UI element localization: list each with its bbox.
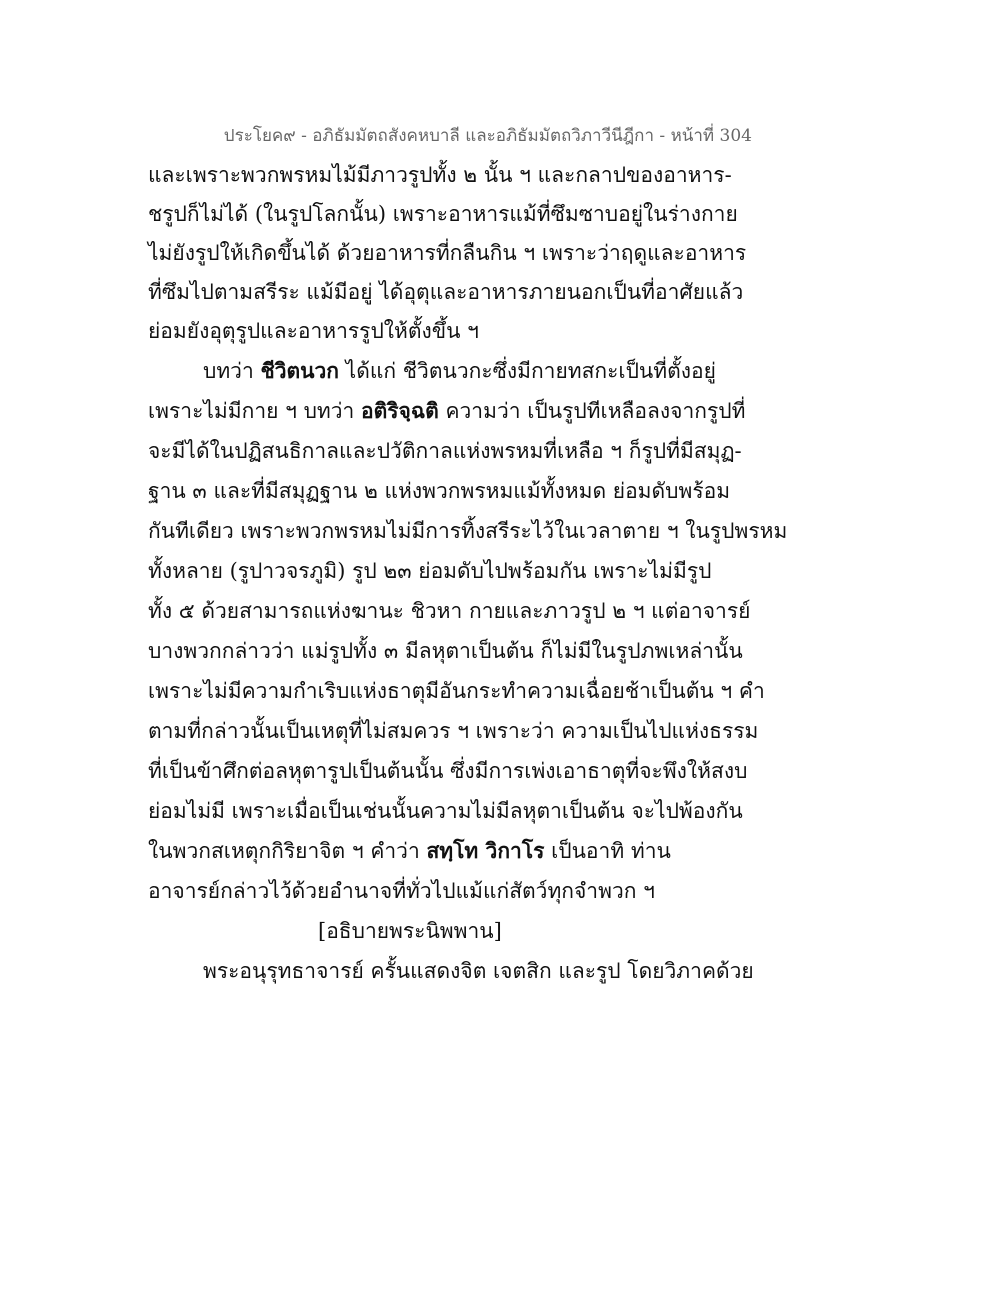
text-line xyxy=(148,556,711,586)
text-line xyxy=(148,436,742,466)
text-span: ย่อมไม่มี เพราะเมื่อเป็นเช่นนั้นความไม่มีลหุตาเป็นต้น จะไปพ้องกัน xyxy=(148,799,743,823)
text-span: ย่อมยังอุตุรูปและอาหารรูปให้ตั้งขึ้น ฯ xyxy=(148,319,479,343)
text-line xyxy=(148,836,671,866)
text-line xyxy=(148,396,745,426)
text-line xyxy=(148,476,730,506)
text-span: บางพวกกล่าวว่า แม่รูปทั้ง ๓ มีลหุตาเป็นต้น ก็ไม่มีในรูปภพเหล่านั้น xyxy=(148,639,743,663)
bold-term: ชีวิตนวก xyxy=(260,358,339,383)
bold-term: สทฺโท วิกาโร xyxy=(426,838,545,863)
text-line xyxy=(148,876,655,906)
text-span: ชรูปก็ไม่ได้ (ในรูปโลกนั้น) เพราะอาหารแม้ที่ซึมซาบอยู่ในร่างกาย xyxy=(148,202,738,226)
text-span: ตามที่กล่าวนั้นเป็นเหตุที่ไม่สมควร ฯ เพราะว่า ความเป็นไปแห่งธรรม xyxy=(148,719,759,743)
text-line xyxy=(148,716,758,746)
text-span: ที่ซึมไปตามสรีระ แม้มีอยู่ ได้อุตุและอาหารภายนอกเป็นที่อาศัยแล้ว xyxy=(148,280,744,304)
text-span: บทว่า xyxy=(203,359,261,383)
text-span: พระอนุรุทธาจารย์ ครั้นแสดงจิต เจตสิก และรูป โดยวิภาคด้วย xyxy=(203,959,754,983)
text-span: ไม่ยังรูปให้เกิดขึ้นได้ ด้วยอาหารที่กลืนกิน ฯ เพราะว่าฤดูและอาหาร xyxy=(148,241,747,265)
text-span: เพราะไม่มีกาย ฯ บทว่า xyxy=(148,399,362,423)
bold-term: อติริจฺฉติ xyxy=(361,398,439,423)
text-span: และเพราะพวกพรหมไม้มีภาวรูปทั้ง ๒ นั้น ฯ และกลาปของอาหาร- xyxy=(148,163,732,187)
text-span: อาจารย์กล่าวไว้ด้วยอำนาจที่ทั่วไปแม้แก่สัตว์ทุกจำพวก ฯ xyxy=(148,879,655,903)
text-span: ในพวกสเหตุกกิริยาจิต ฯ คำว่า xyxy=(148,839,427,863)
text-span: ฐาน ๓ และที่มีสมุฏฐาน ๒ แห่งพวกพรหมแม้ทั้งหมด ย่อมดับพร้อม xyxy=(148,479,731,503)
text-span: กันทีเดียว เพราะพวกพรหมไม่มีการทิ้งสรีระไว้ในเวลาตาย ฯ ในรูปพรหม xyxy=(148,519,788,543)
text-span: ทั้งหลาย (รูปาวจรภูมิ) รูป ๒๓ ย่อมดับไปพร้อมกัน เพราะไม่มีรูป xyxy=(148,559,712,583)
text-line xyxy=(148,516,787,546)
text-span: ได้แก่ ชีวิตนวกะซึ่งมีกายทสกะเป็นที่ตั้งอยู่ xyxy=(338,359,716,383)
text-span: ที่เป็นข้าศึกต่อลหุตารูปเป็นต้นนั้น ซึ่งมีการเพ่งเอาธาตุที่จะพึงให้สงบ xyxy=(148,759,748,783)
text-span: [อธิบายพระนิพพาน] xyxy=(318,919,502,943)
text-span: เพราะไม่มีความกำเริบแห่งธาตุมีอันกระทำความเฉื่อยช้าเป็นต้น ฯ คำ xyxy=(148,679,765,703)
text-line xyxy=(148,160,732,190)
text-line xyxy=(148,756,747,786)
text-line xyxy=(148,796,743,826)
text-span: เป็นอาทิ ท่าน xyxy=(544,839,671,863)
section-heading xyxy=(318,916,502,946)
text-span: ทั้ง ๕ ด้วยสามารถแห่งฆานะ ชิวหา กายและภาวรูป ๒ ฯ แต่อาจารย์ xyxy=(148,599,751,623)
text-line xyxy=(148,596,750,626)
text-line xyxy=(148,277,743,307)
page-header: ประโยค๙ - อภิธัมมัตถสังคหบาลี และอภิธัมมัตถวิภาวีนีฎีกา - หน้าที่ 304 xyxy=(223,126,752,146)
text-line xyxy=(148,199,738,229)
text-line xyxy=(203,356,716,386)
text-line xyxy=(203,956,754,986)
text-line xyxy=(148,636,743,666)
text-line xyxy=(148,238,746,268)
text-span: ความว่า เป็นรูปทีเหลือลงจากรูปที่ xyxy=(438,399,746,423)
text-line xyxy=(148,676,765,706)
text-span: จะมีได้ในปฏิสนธิกาลและปวัติกาลแห่งพรหมที่เหลือ ฯ ก็รูปที่มีสมุฏ- xyxy=(148,439,742,463)
text-line xyxy=(148,316,479,346)
